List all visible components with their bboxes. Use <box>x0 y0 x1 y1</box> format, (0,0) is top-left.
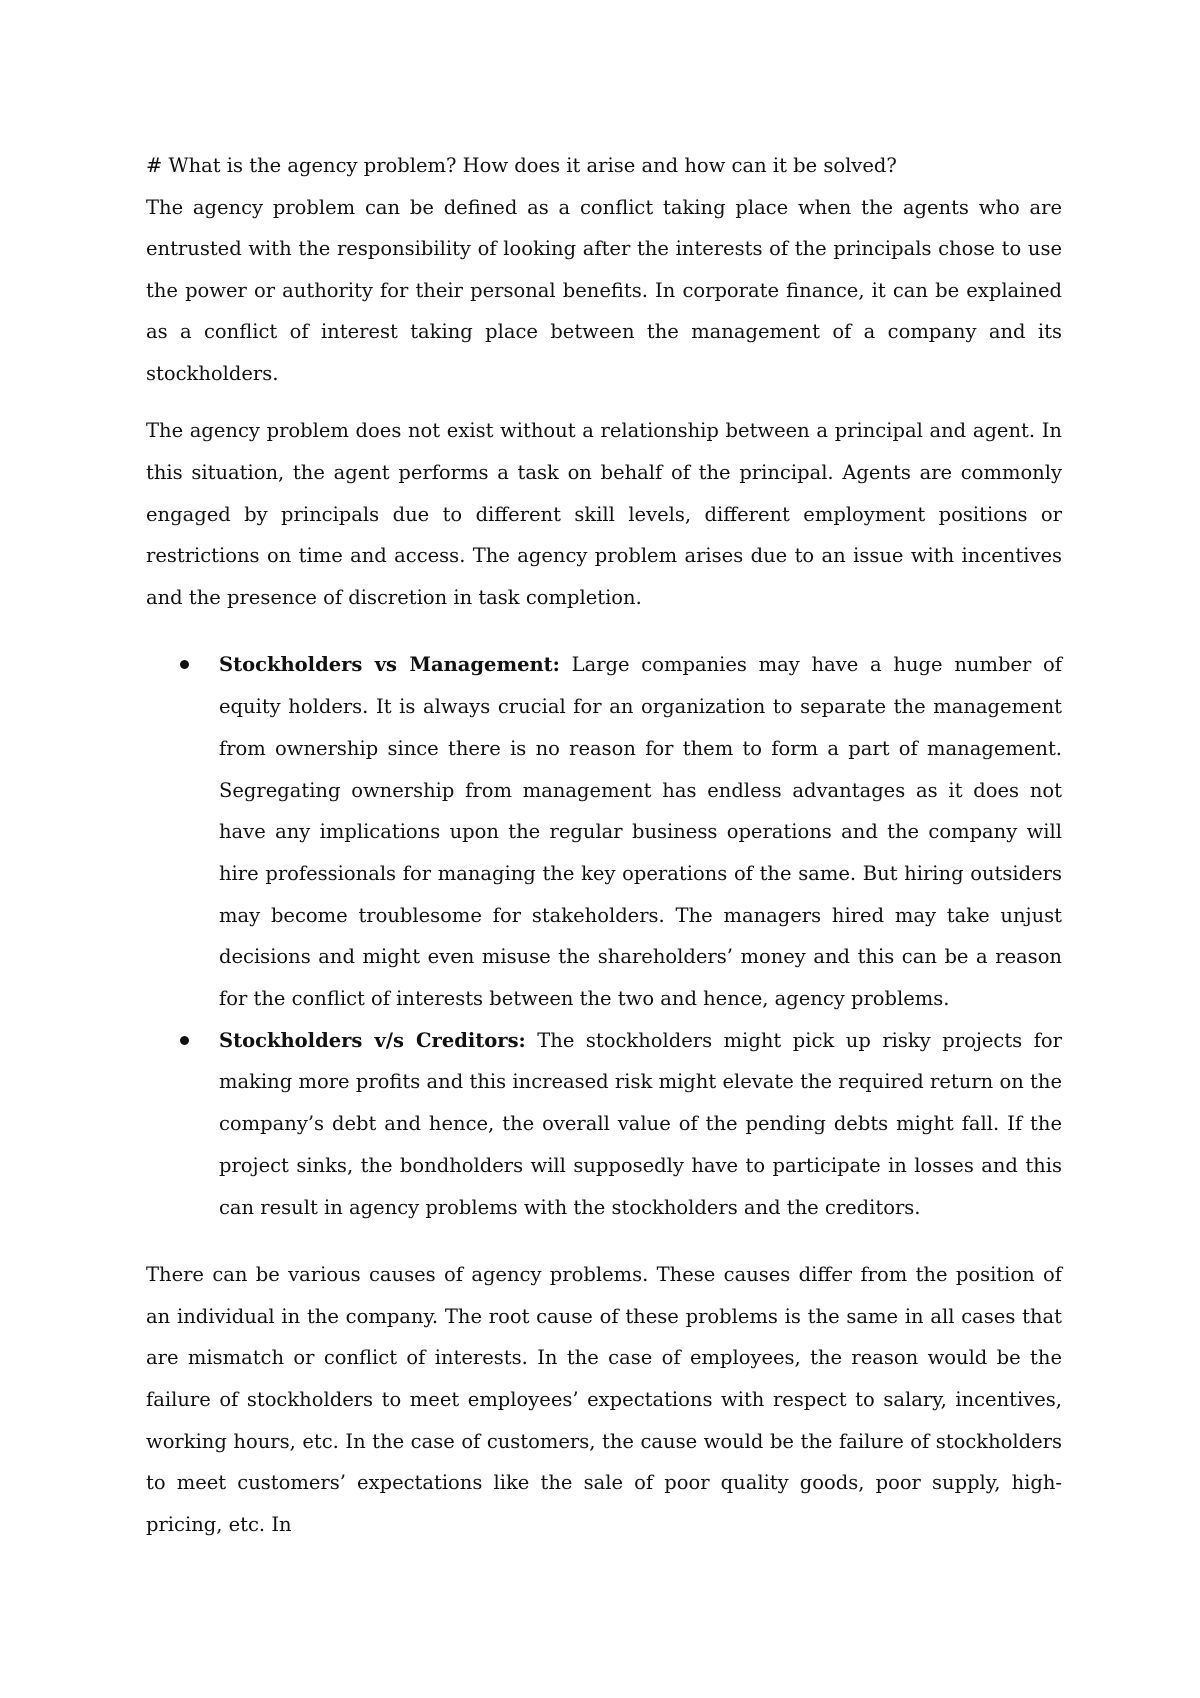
bullet-lead: Stockholders vs Management: <box>219 653 560 677</box>
paragraph-relationship: The agency problem does not exist without a relationship between a principal and agent. In this situation, the agent performs a task on behalf of the principal. Agents are commonly engaged by principals due to different skill levels, different employment positions or restrictions on time and access. The agency problem arises due to an issue with incentives and the presence of discretion in task completion. <box>146 419 1062 609</box>
bullet-lead: Stockholders v/s Creditors: <box>219 1028 526 1052</box>
paragraph-causes: There can be various causes of agency problems. These causes differ from the position of an individual in the company. The root cause of these problems is the same in all cases that are mismatch or conflict of interests. In the case of employees, the reason would be the failure of stockholders to meet employees’ expectations with respect to salary, incentives, working hours, etc. In the case of customers, the cause would be the failure of stockholders to meet customers’ expectations like the sale of poor quality goods, poor supply, high-pricing, etc. In <box>146 1263 1062 1536</box>
bullet-icon <box>180 660 189 669</box>
bullet-text: The stockholders might pick up risky projects for making more profits and this increased risk might elevate the required return on the company’s debt and hence, the overall value of the pending debts might fall. If the project sinks, the bondholders will supposedly have to participate in losses and this can result in agency problems with the stockholders and the creditors. <box>219 1028 1062 1219</box>
question-heading: # What is the agency problem? How does it arise and how can it be solved? <box>146 154 897 177</box>
list-item <box>219 1020 1062 1229</box>
bullet-icon <box>180 1036 189 1045</box>
bullet-list <box>146 644 1062 1228</box>
bullet-text: Large companies may have a huge number of equity holders. It is always crucial for an organization to separate the management from ownership since there is no reason for them to form a part of management. Segregating ownership from management has endless advantages as it does not have any implications upon the regular business operations and the company will hire professionals for managing the key operations of the same. But hiring outsiders may become troublesome for stakeholders. The managers hired may take unjust decisions and might even misuse the shareholders’ money and this can be a reason for the conflict of interests between the two and hence, agency problems. <box>219 653 1062 1011</box>
list-item <box>219 644 1062 1019</box>
paragraph-definition: The agency problem can be defined as a conflict taking place when the agents who are entrusted with the responsibility of looking after the interests of the principals chose to use the power or authority for their personal benefits. In corporate finance, it can be explained as a conflict of interest taking place between the management of a company and its stockholders. <box>146 195 1062 385</box>
